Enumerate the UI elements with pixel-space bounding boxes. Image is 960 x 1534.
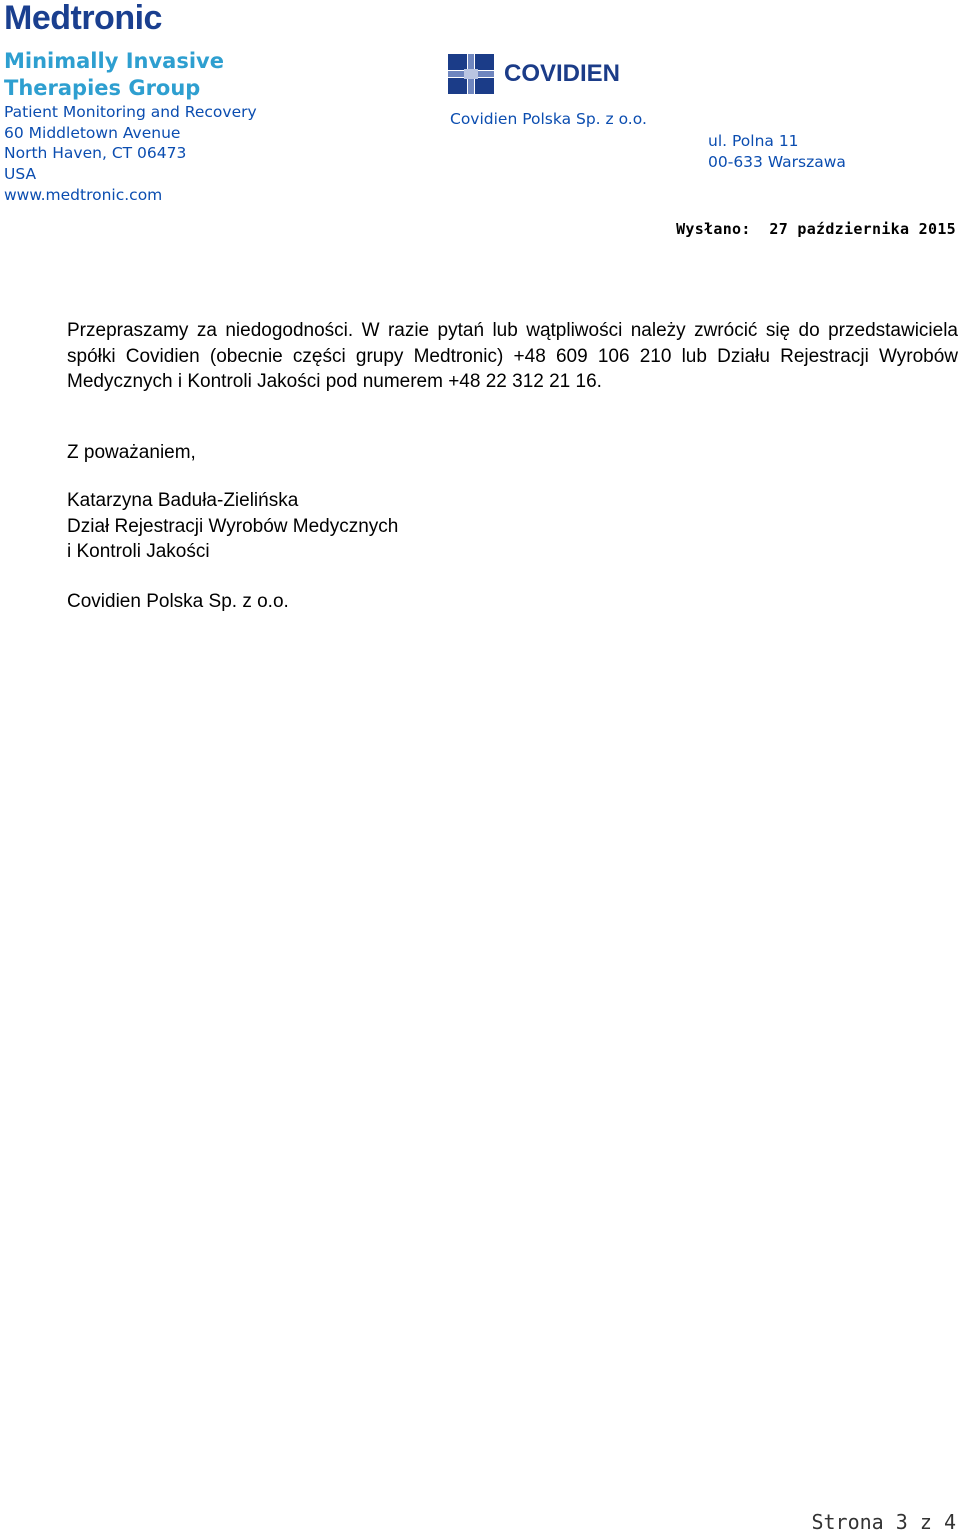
covidien-logo (448, 54, 620, 94)
signature-block (67, 488, 398, 565)
covidien-address (708, 131, 846, 173)
covidien-company-name: Covidien Polska Sp. z o.o. (450, 110, 647, 128)
signature-name: Katarzyna Baduła-Zielińska (67, 490, 299, 511)
sender-block (4, 48, 334, 206)
page-label: Strona (811, 1510, 884, 1534)
address-line-country: USA (4, 165, 37, 184)
sent-date: Wysłano: 27 października 2015 (676, 220, 956, 238)
covidien-street: ul. Polna 11 (708, 132, 799, 150)
address-line-department: Patient Monitoring and Recovery (4, 103, 257, 121)
address-line-city: North Haven, CT 06473 (4, 144, 187, 163)
signature-department: Dział Rejestracji Wyrobów Medycznych (67, 515, 399, 537)
page-separator: z (919, 1510, 932, 1534)
page-number (811, 1510, 956, 1534)
covidien-wordmark: COVIDIEN (504, 60, 621, 87)
covidien-cross-icon (448, 54, 494, 94)
body-paragraph: Przepraszamy za niedogodności. W razie pytań lub wątpliwości należy zwrócić się do przedstawiciela spółki Covidien (obecnie części grupy Medtronic) +48 609 106 210 lub Działu Rejestracji Wyrobów Medycznych i Kontroli Jakości pod numerem +48 22 312 21 16. (67, 320, 958, 392)
address-line-street: 60 Middletown Avenue (4, 123, 181, 142)
page-current: 3 (895, 1510, 908, 1534)
medtronic-logo: Medtronic (4, 0, 162, 37)
covidien-postal-city: 00-633 Warszawa (708, 153, 846, 171)
signature-department-cont: i Kontroli Jakości (67, 541, 210, 562)
group-title: Minimally Invasive Therapies Group (4, 49, 224, 100)
website-link[interactable]: www.medtronic.com (4, 185, 163, 204)
closing-salutation: Z poważaniem, (67, 442, 196, 463)
signature-company: Covidien Polska Sp. z o.o. (67, 591, 289, 612)
page-total: 4 (943, 1510, 956, 1534)
